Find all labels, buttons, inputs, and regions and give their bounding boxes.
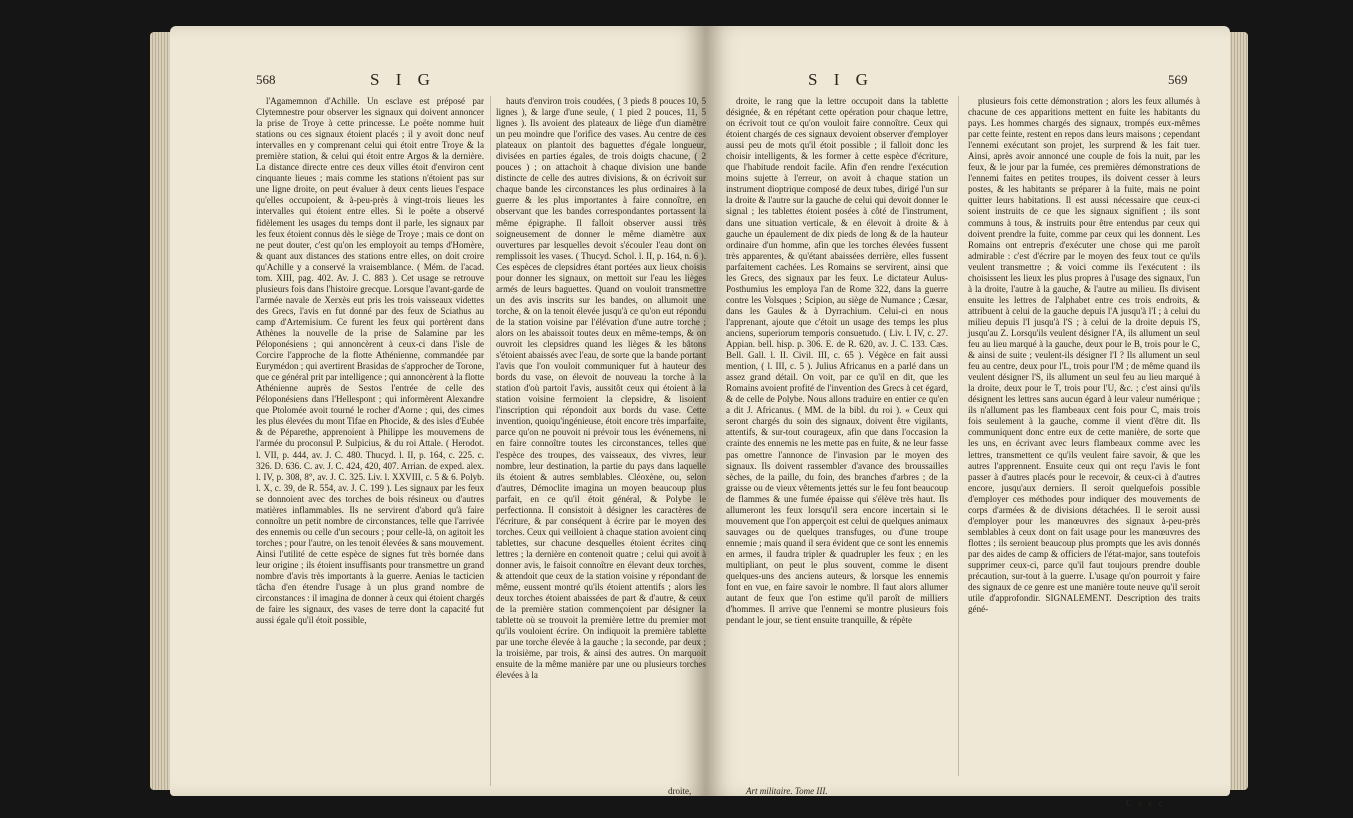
right-column-divider: [958, 96, 959, 776]
left-page: [170, 26, 706, 796]
right-page-footer: Art militaire. Tome III.: [746, 786, 828, 796]
right-running-head: S I G: [808, 70, 874, 89]
right-page: [706, 26, 1230, 808]
left-column-divider: [490, 96, 491, 786]
right-page-edges: [1228, 32, 1248, 790]
left-running-head: S I G: [370, 70, 436, 89]
right-page-number: 569: [1168, 72, 1188, 87]
left-column-1: [256, 96, 484, 786]
left-column-2-text: hauts d'environ trois coudées, ( 3 pieds 8 pouces 10, 5 lignes ), & large d'une seule, ( 1 pied 2 pouces, 11, 5 lignes ). Ils avoient des plateaux de liège d'un diamètre un peu moindre que l'orifice des vases. Au centre de ces plateaux on plantoit des baguettes d'égale longueur, divisées en parties égales, de trois doigts chacune, ( 2 pouces ) ; on attachoit à chaque division une bande distincte de celle des autres divisions, & on écrivoit sur chaque bande les circonstances les plus ordinaires à la guerre & les plus importantes à faire connoître, en observant que les bandes correspondantes portassent la même épigraphe. Il falloit observer aussi très soigneusement de donner le même diamètre aux ouvertures par lesquelles devoit s'écouler l'eau dont on remplissoit les vases. ( Thucyd. Schol. l. II, p. 164, n. 6 ). Ces espèces de clepsidres étant portées aux lieux choisis pour donner les signaux, on mettoit sur l'eau les lièges armés de leurs baguettes. Quand on vouloit transmettre un des avis inscrits sur les bandes, on allumoit une torche, & on la tenoit élevée jusqu'à ce qu'on eut répondu de la station voisine par l'élévation d'une autre torche ; alors on les abaissoit toutes deux en même-temps, & on ouvroit les clepsidres quand les lièges & les bâtons s'étoient abaissés avec l'eau, de sorte que la bande portant l'avis que l'on vouloit communiquer fut à hauteur des bords du vase, on élevoit de nouveau la torche à la station d'où partoit l'avis, aussitôt ceux qui étoient à la station voisine fermoient la clepsidre, & lisoient l'inscription qui répondoit aux bords du vase. Cette invention, quoiqu'ingénieuse, étoit encore très imparfaite, parce qu'on ne pouvoit ni prévoir tous les événemens, ni en faire connoître toutes les circonstances, telles que l'espèce des troupes, des vaisseaux, des vivres, leur nombre, leur destination, la partie du pays dans laquelle ils étoient & autres semblables. Cléoxène, ou, selon d'autres, Démoclite imagina un moyen beaucoup plus parfait, en ce qu'il étoit général, & Polybe le perfectionna. Il consistoit à désigner les caractères de l'écriture, & par conséquent à écrire par le moyen des torches. Ceux qui veilloient à chaque station avoient cinq tablettes, sur chacune desquelles étoient écrites cinq lettres ; la dernière en contenoit quatre ; celui qui avoit à donner avis, le faisoit connoître en élevant deux torches, & attendoit que ceux de la station voisine y répondant de même, eussent montré qu'ils étoient attentifs ; alors les deux torches étoient abaissées de part & d'autre, & ceux de la première station commençoient par désigner la tablette où se trouvoit la première lettre du premier mot qu'ils vouloient écrire. On indiquoit la première tablette par une torche élevée à la gauche ; la seconde, par deux ; la troisième, par trois, & ainsi des autres. On marquoit ensuite de la même manière par une ou plusieurs torches élevées à la: [496, 96, 706, 681]
left-column-1-text: l'Agamemnon d'Achille. Un esclave est préposé par Clytemnestre pour observer les signaux qui doivent annoncer la prise de Troye à cette princesse. Le poëte nomme huit stations ou ces signaux étoient placés ; il y avoit donc neuf intervalles en y comprenant celui qui étoit entre Troye & la première station, & celui qui étoit entre Argos & la dernière. La distance directe entre ces deux villes étoit d'environ cent cinquante lieues ; mais comme les stations n'étoient pas sur une ligne droite, on peut évaluer à deux cents lieues l'espace qu'elles occupoient, & à-peu-près à vingt-trois lieues les intervalles qui étoient entre elles. Si le poëte a observé fidèlement les usages du temps dont il parle, les signaux par les feux étoient connus dès le siège de Troye ; mais ce dont on ne peut douter, c'est qu'on les employoit au temps d'Homère, & quant aux distances des stations entre elles, on doit croire qu'Achille y a conservé la vraisemblance. ( Mém. de l'acad. tom. XIII, pag. 402. Av. J. C. 883 ). Cet usage se retrouve plusieurs fois dans l'histoire grecque. Lorsque l'avant-garde de l'armée navale de Xerxès eut pris les trois vaisseaux videttes des Grecs, l'avis en fut donné par des feux de Sciathus au camp d'Artemisium. Ce furent les feux qui portèrent dans Athènes la nouvelle de la prise de Salamine par les Péloponésiens ; qui annoncèrent à ceux-ci dans l'isle de Corcire l'approche de la flotte Athénienne, commandée par Eurymédon ; qui avertirent Brasidas de s'approcher de Torone, que ce général prit par intelligence ; qui annoncèrent à la flotte Athénienne auprès de Sestos l'entrée de celle des Péloponésiens dans l'Hellespont ; qui informèrent Alexandre que Ptolomée avoit tourné le rocher d'Aorne ; qui, des cimes les plus élevées du mont Tifae en Phocide, & des isles d'Eubée & de Péparethe, apprenoient à Philippe les mouvemens de l'armée du proconsul P. Sulpicius, & du roi Attale. ( Herodot. l. VII, p. 444, av. J. C. 480. Thucyd. l. II, p. 164, c. 225. c. 326. D. 636. C. av. J. C. 424, 420, 407. Arrian. de exped. alex. l. IV, p. 308, 8°, av. J. C. 325. Liv. l. XXVIII, c. 5 & 6. Polyb. l. X, c. 39, de R. 554, av. J. C. 199 ). Les signaux par les feux se donnoient avec des torches de bois résineux ou d'autres matières inflammables. Ils ne servirent d'abord qu'à faire connoître un petit nombre de circonstances, telle que l'arrivée des ennemis ou celle d'un secours ; pour celle-là, on agitoit les torches ; pour l'autre, on les tenoit élevées & sans mouvement. Ainsi l'utilité de cette espèce de signes fut très bornée dans leur origine ; ils étoient insuffisants pour transmettre un grand nombre d'avis très importants à la guerre. Aenias le tacticien tâcha d'en étendre l'usage à un plus grand nombre de circonstances : il imagina de donner à ceux qui étoient chargés de faire les signaux, des vases de terre dont la capacité fut aussi égale qu'il étoit possible,: [256, 96, 484, 626]
signature-mark: C c c c: [1126, 798, 1165, 808]
left-page-number: 568: [256, 72, 276, 87]
right-column-1-text: droite, le rang que la lettre occupoit dans la tablette désignée, & en répétant cette opération pour chaque lettre, on écrivoit tout ce qu'on vouloit faire connoître. Ceux qui étoient chargés de ces signaux devoient observer d'employer aussi peu de mots qu'il étoit possible ; il falloit donc les choisir intelligents, & les former à cette espèce d'écriture, que l'habitude rendoit facile. Afin d'en rendre l'exécution moins sujette à l'erreur, on avoit à chaque station un instrument dioptrique composé de deux tubes, dirigé l'un sur la droite & l'autre sur la gauche de celui qui devoit donner le signal ; les tablettes étoient posées à côté de l'instrument, dans une situation verticale, & en élevoit à droite & à gauche un épaulement de dix pieds de long & de la hauteur ordinaire d'un homme, afin que les torches élevées fussent très apparentes, & qu'étant abaissées derrière, elles fussent parfaitement cachées. Les Romains se servirent, ainsi que les Grecs, des signaux par les feux. Le dictateur Aulus-Posthumius les employa l'an de Rome 322, dans la guerre contre les Volsques ; Scipion, au siège de Numance ; Cæsar, dans les Gaules & à Dyrrachium. Celui-ci en nous l'apprenant, ajoute que c'étoit un usage des temps les plus anciens, superiorum temporis consuetudo. ( Liv. l. IV, c. 27. Appian. bell. hisp. p. 306. E. de R. 620, av. J. C. 133. Cæs. Bell. Gall. l. II. Civil. III, c. 65 ). Végèce en fait aussi mention, ( l. III, c. 5 ). Julius Africanus en a parlé dans un assez grand détail. On voit, par ce qu'il en dit, que les Romains avoient profité de l'invention des Grecs à cet égard, & de celle de Polybe. Nous allons traduire en entier ce qu'en a dit J. Africanus. ( MM. de la bibl. du roi ). « Ceux qui seront chargés du soin des signaux, doivent être vigilants, attentifs, & sur-tout courageux, afin que dans l'occasion la crainte des ennemis ne les mette pas en fuite, & ne leur fasse pas omettre l'annonce de l'invasion par le moyen des signaux. Ils doivent rassembler d'avance des broussailles sèches, de la paille, du foin, des branches d'arbres ; de la graisse ou de vieux vêtements jettés sur le feu font beaucoup de flammes & une fumée épaisse qui s'élève très haut. Ils allumeront les feux lorsqu'il sera encore incertain si le mouvement que l'on apperçoit est celui de quelques animaux sauvages ou de quelques transfuges, ou d'une troupe ennemie ; mais quand il sera évident que ce sont les ennemis en armes, il faudra tripler & quadrupler les feux ; en les multipliant, on peut le plus souvent, comme le disent quelques-uns des anciens auteurs, & lorsque les ennemis font en vue, en faire savoir le nombre. Il faut alors allumer autant de feux que l'on estime qu'il paroît de milliers d'hommes. Il arrive que l'ennemi se montre plusieurs fois pendant le jour, se tient ensuite tranquille, & répète: [726, 96, 948, 626]
right-column-2-text: plusieurs fois cette démonstration ; alors les feux allumés à chacune de ces apparitions mettent en fuite les habitants du pays. Les hommes chargés des signaux, trompés eux-mêmes par cette feinte, restent en repos dans leurs maisons ; cependant l'ennemi exécutant son projet, les surprend & les fait tuer. Ainsi, après avoir annoncé une couple de fois la nuit, par les feux, & le jour par la fumée, ces premières démonstrations de l'ennemi faites en petites troupes, ils doivent cesser à leurs postes, & les habitants se préparer à la fuite, mais ne point quitter leurs habitations. Il est aussi nécessaire que ceux-ci soient instruits de ce que les signaux signifient ; ils sont communs à tous, & instruits pour être entendus par ceux qui doivent prendre la fuite, comme par ceux qui les donnent. Les Romains ont entrepris d'exécuter une chose qui me paroît admirable : c'est d'écrire par le moyen des feux tout ce qu'ils veulent transmettre ; & voici comme ils l'exécutent : ils choisissent les lieux les plus propres à l'usage des signaux, l'un à la droite, l'autre à la gauche, & l'autre au milieu. Ils divisent ensuite les lettres de l'alphabet entre ces trois endroits, & attribuent à celui de la gauche depuis l'A jusqu'à l'I ; à celui du milieu depuis l'I jusqu'à l'S ; à celui de la droite depuis l'S, jusqu'au Z. Lorsqu'ils veulent désigner l'A, ils allument un seul feu au lieu marqué à la gauche, deux pour le B, trois pour le C, & ainsi de suite ; veulent-ils désigner l'I ? Ils allument un seul feu au centre, deux pour l'L, trois pour l'M ; de même quand ils veulent désigner l'S, ils allument un seul feu au lieu marqué à la droite, deux pour le T, trois pour l'U, &c. ; c'est ainsi qu'ils désignent les lettres sans aucun égard à leur valeur numérique ; ils n'allument pas les flambeaux cent fois pour C, mais trois fois seulement à la gauche, comme il vient d'être dit. Ils communiquent donc entre eux de cette manière, de sorte que les uns, en écrivant avec leurs flambeaux comme avec les lettres, transmettent ce qu'ils veulent faire savoir, & que les autres l'apprennent. Ensuite ceux qui ont reçu l'avis le font passer à d'autres placés pour le recevoir, & ceux-ci à d'autres encore, jusqu'aux derniers. Il seroit quelquefois possible d'employer ces méthodes pour indiquer des mouvements de corps d'armées & de divisions détachées. Il le seroit aussi d'employer pour les manœuvres des signaux à-peu-près semblables à ceux dont on fait usage pour les manœuvres des flottes ; ils seroient beaucoup plus prompts que les avis donnés par des aides de camp & officiers de l'état-major, sans toutefois supprimer ceux-ci, parce qu'il faut toujours prendre double précaution, sur-tout à la guerre. L'usage qu'on pourroit y faire des signaux de ce genre est une manière toute neuve qu'il seroit utile d'approfondir. SIGNALEMENT. Description des traits géné-: [968, 96, 1200, 615]
left-column-2: [496, 96, 706, 786]
right-column-1: [726, 96, 948, 776]
left-catchword: droite,: [668, 786, 692, 796]
left-page-edges: [150, 32, 172, 790]
right-column-2: [968, 96, 1200, 786]
